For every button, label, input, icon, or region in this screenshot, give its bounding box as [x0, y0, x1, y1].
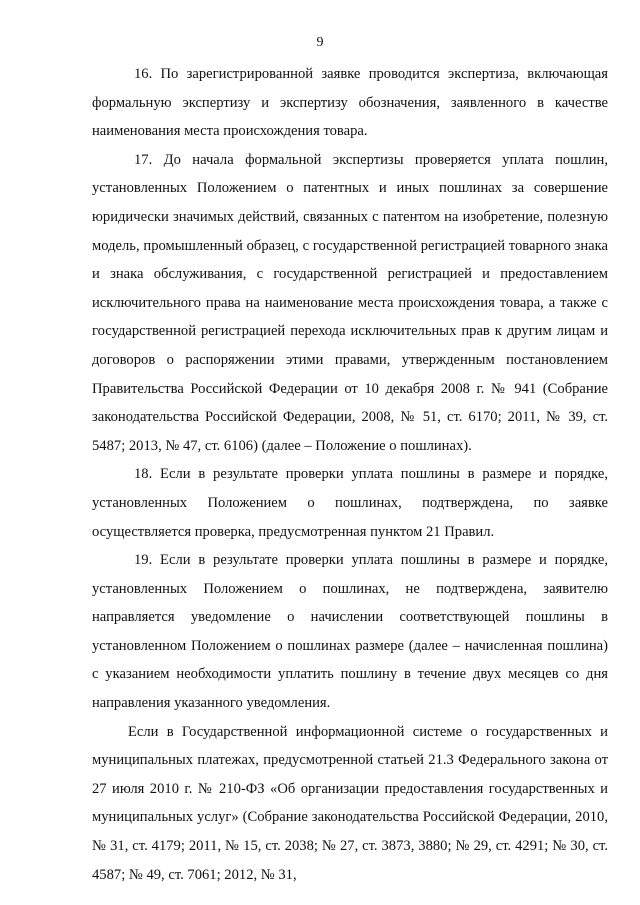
paragraph-19: 19. Если в результате проверки уплата пошлины в размере и порядке, установленных Положением о пошлинах, не подтверждена, заявителю направляется уведомление о начислении соответствующей пошлины в установленном Положением о пошлинах размере (далее – начисленная пошлина) с указанием необходимости уплатить пошлину в течение двух месяцев со дня направления указанного уведомления. — [92, 552, 608, 712]
paragraph-17: 17. До начала формальной экспертизы проверяется уплата пошлин, установленных Положением о патентных и иных пошлинах за совершение юридически значимых действий, связанных с патентом на изобретение, полезную модель, промышленный образец, с государственной регистрацией товарного знака и знака обслуживания, с государственной регистрацией и предоставлением исключительного права на наименование места происхождения товара, а также с государственной регистрацией перехода исключительных прав к другим лицам и договоров о распоряжении этими правами, утвержденным постановлением Правительства Российской Федерации от 10 декабря 2008 г. № 941 (Собрание законодательства Российской Федерации, 2008, № 51, ст. 6170; 2011, № 39, ст. 5487; 2013, № 47, ст. 6106) (далее – Положение о пошлинах). — [92, 151, 608, 454]
paragraph-18: 18. Если в результате проверки уплата пошлины в размере и порядке, установленных Положением о пошлинах, подтверждена, по заявке осуществляется проверка, предусмотренная пунктом 21 Правил. — [92, 466, 608, 540]
paragraph-16: 16. По зарегистрированной заявке проводится экспертиза, включающая формальную экспертизу и экспертизу обозначения, заявленного в качестве наименования места происхождения товара. — [92, 66, 608, 140]
document-body — [92, 60, 608, 889]
paragraph-19-continued: Если в Государственной информационной системе о государственных и муниципальных платежах, предусмотренной статьей 21.3 Федерального закона от 27 июля 2010 г. № 210-ФЗ «Об организации предоставления государственных и муниципальных услуг» (Собрание законодательства Российской Федерации, 2010, № 31, ст. 4179; 2011, № 15, ст. 2038; № 27, ст. 3873, 3880; № 29, ст. 4291; № 30, ст. 4587; № 49, ст. 7061; 2012, № 31, — [92, 723, 608, 883]
page-number: 9 — [316, 35, 324, 50]
